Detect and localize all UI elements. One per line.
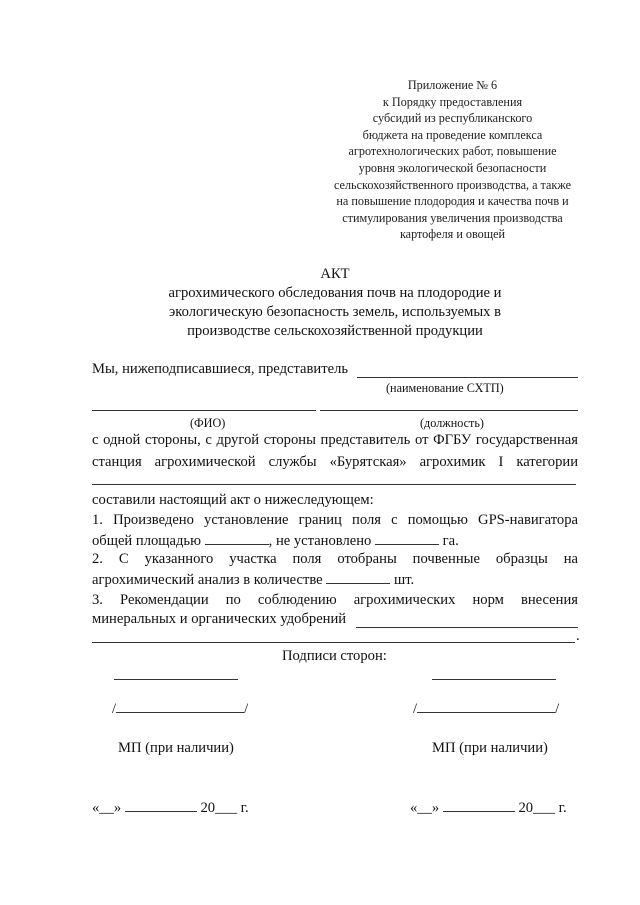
intro-text: Мы, нижеподписавшиеся, представитель <box>92 361 349 377</box>
station-line: станция агрохимической службы «Бурятская» агрохимик I категории <box>92 454 578 470</box>
right-month-field[interactable] <box>443 799 515 812</box>
left-name-field[interactable] <box>116 700 244 713</box>
annex-line: картофеля и овощей <box>399 227 506 242</box>
recommendations-field[interactable] <box>356 627 578 628</box>
left-day: «__» <box>92 800 122 816</box>
item1-area-label: общей площадью <box>92 533 201 549</box>
annex-line: Приложение № 6 <box>407 78 498 92</box>
right-stamp-label: МП (при наличии) <box>432 740 548 756</box>
annex-line: стимулирования увеличения производства <box>342 210 563 225</box>
item3-label: минеральных и органических удобрений <box>92 611 347 627</box>
title-line: производстве сельскохозяйственной продукции <box>187 323 483 339</box>
left-month-field[interactable] <box>125 799 197 812</box>
left-year: 20___ <box>200 800 237 816</box>
other-side-line: с одной стороны, с другой стороны представитель от ФГБУ государственная <box>92 432 578 448</box>
item1-not-set-label: , не установлено <box>268 533 372 549</box>
item2-unit: шт. <box>393 572 415 588</box>
right-year-unit: г. <box>558 800 567 816</box>
slash: / <box>112 701 117 717</box>
sample-count-field[interactable] <box>326 571 390 584</box>
right-signature-field[interactable] <box>432 679 556 680</box>
annex-line: агротехнологических работ, повышение <box>348 144 557 159</box>
title-line: экологическую безопасность земель, используемых в <box>169 304 501 320</box>
left-signature-field[interactable] <box>114 679 238 680</box>
fio-field[interactable] <box>92 410 316 411</box>
right-date <box>410 799 567 817</box>
right-day: «__» <box>410 800 440 816</box>
recommendations-field-2[interactable] <box>92 642 575 643</box>
document-title <box>92 265 578 341</box>
compose-line: составили настоящий акт о нижеследующем: <box>92 492 374 508</box>
annex-header <box>305 77 600 243</box>
position-caption: (должность) <box>420 416 484 430</box>
annex-line: уровня экологической безопасности <box>358 160 547 175</box>
not-set-area-field[interactable] <box>375 532 439 545</box>
item1-line1: 1. Произведено установление границ поля с помощью GPS-навигатора <box>92 512 578 528</box>
slash: / <box>244 701 249 717</box>
slash: / <box>555 701 560 717</box>
item2-count-label: агрохимический анализ в количестве <box>92 572 323 588</box>
left-stamp-label: МП (при наличии) <box>118 740 234 756</box>
signatures-heading: Подписи сторон: <box>282 648 387 664</box>
area-field[interactable] <box>205 532 269 545</box>
title-heading: АКТ <box>320 266 350 282</box>
left-year-unit: г. <box>240 800 249 816</box>
left-name-line <box>112 700 248 718</box>
annex-line: субсидий из республиканского <box>372 111 533 126</box>
item2-line2 <box>92 571 414 589</box>
station-name-field[interactable] <box>92 484 576 485</box>
position-field[interactable] <box>320 410 578 411</box>
item1-line2 <box>92 532 459 550</box>
fio-caption: (ФИО) <box>190 416 226 430</box>
annex-line: сельскохозяйственного производства, а также <box>334 177 571 192</box>
annex-line: бюджета на проведение комплекса <box>362 127 543 142</box>
title-line: агрохимического обследования почв на плодородие и <box>168 285 502 301</box>
left-date <box>92 799 249 817</box>
item3-line1: 3. Рекомендации по соблюдению агрохимических норм внесения <box>92 592 578 608</box>
annex-line: к Порядку предоставления <box>382 94 523 109</box>
org-caption: (наименование СХТП) <box>386 381 504 395</box>
right-year: 20___ <box>518 800 555 816</box>
right-name-line <box>413 700 559 718</box>
right-name-field[interactable] <box>417 700 555 713</box>
org-name-field[interactable] <box>357 377 578 378</box>
item1-unit: га. <box>442 533 459 549</box>
end-dot: . <box>576 628 580 644</box>
item2-line1: 2. С указанного участка поля отобраны почвенные образцы на <box>92 551 578 567</box>
annex-line: на повышение плодородия и качества почв и <box>336 194 569 209</box>
slash: / <box>413 701 418 717</box>
